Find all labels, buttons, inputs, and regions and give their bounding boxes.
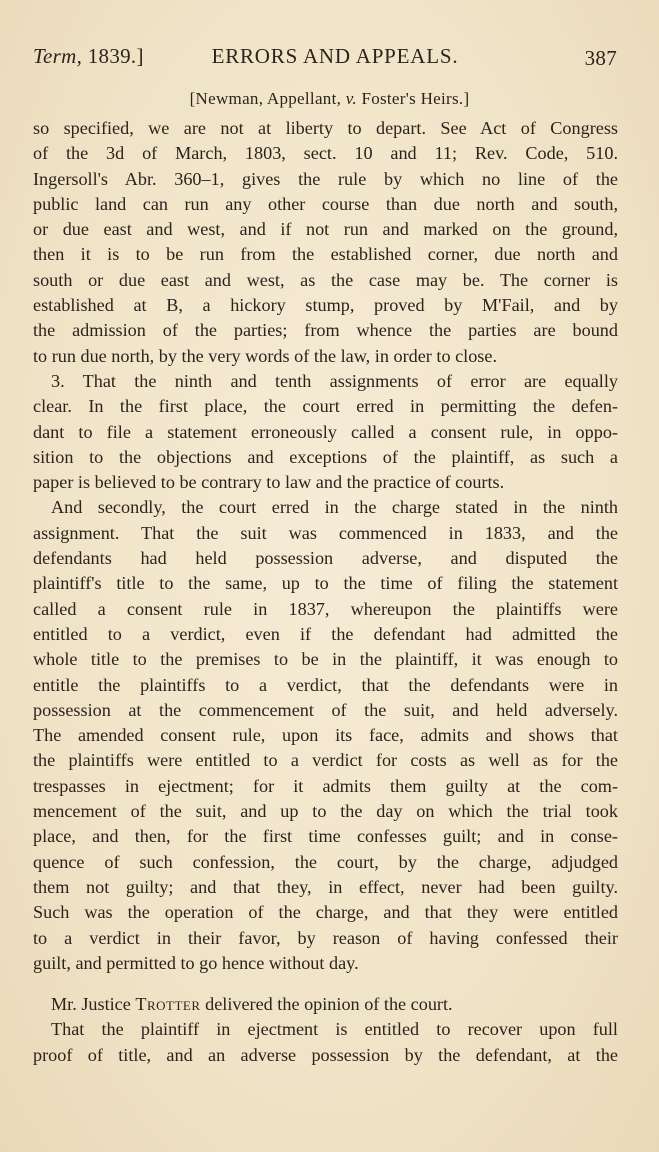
running-header xyxy=(33,44,617,74)
text-line: plaintiff's title to the same, up to the time of filing the statement xyxy=(33,573,618,594)
text-line: paper is believed to be contrary to law and the practice of courts. xyxy=(33,472,505,493)
text-line: to a verdict in their favor, by reason of having confessed their xyxy=(33,927,618,948)
text-line: And secondly, the court erred in the charge stated in the ninth xyxy=(51,497,618,518)
text-line: trespasses in ejectment; for it admits them guilty at the com- xyxy=(33,775,618,796)
text-line: possession at the commencement of the suit, and held adversely. xyxy=(33,699,618,720)
text-line: mencement of the suit, and up to the day on which the trial took xyxy=(33,801,618,822)
justice-name: Trotter xyxy=(135,994,201,1015)
text-line: them not guilty; and that they, in effect, never had been guilty. xyxy=(33,876,618,897)
paragraph-assignments-of-error xyxy=(33,369,618,495)
text-line: 3. That the ninth and tenth assignments of error are equally xyxy=(51,370,618,391)
text-line: dant to file a statement erroneously called a consent rule, in oppo- xyxy=(33,421,618,442)
text-line: or due east and west, and if not run and marked on the ground, xyxy=(33,219,618,240)
text-line: entitle the plaintiffs to a verdict, that the defendants were in xyxy=(33,674,618,695)
opinion-intro-pre: Mr. Justice xyxy=(51,994,136,1015)
text-line: the admission of the parties; from whence the parties are bound xyxy=(33,320,618,341)
paragraph-opinion-intro xyxy=(33,992,618,1017)
text-line: then it is to be run from the established corner, due north and xyxy=(33,244,618,265)
text-line: so specified, we are not at liberty to depart. See Act of Congress xyxy=(33,118,618,138)
running-title: ERRORS AND APPEALS. xyxy=(211,44,459,68)
text-line: whole title to the premises to be in the plaintiff, it was enough to xyxy=(33,649,618,670)
text-line: the plaintiffs were entitled to a verdict for costs as well as for the xyxy=(33,750,618,771)
text-line: quence of such confession, the court, by the charge, adjudged xyxy=(33,851,618,872)
text-line: That the plaintiff in ejectment is entitled to recover upon full xyxy=(51,1019,618,1040)
text-line: entitled to a verdict, even if the defendant had admitted the xyxy=(33,623,618,644)
opinion-intro-post: delivered the opinion of the court. xyxy=(200,994,453,1015)
text-line: south or due east and west, as the case may be. The corner is xyxy=(33,269,618,290)
paragraph-opinion xyxy=(33,1017,618,1068)
case-title-post: Foster's Heirs.] xyxy=(361,89,470,108)
case-title-versus: v. xyxy=(345,89,357,108)
page-body xyxy=(33,116,618,1068)
section-gap xyxy=(33,976,618,992)
text-line: The amended consent rule, upon its face, admits and shows that xyxy=(33,725,618,746)
text-line: clear. In the first place, the court erred in permitting the defen- xyxy=(33,396,618,417)
term-year: 1839.] xyxy=(87,44,144,68)
text-line: to run due north, by the very words of the law, in order to close. xyxy=(33,345,498,366)
text-line: sition to the objections and exceptions of the plaintiff, as such a xyxy=(33,446,618,467)
page-number: 387 xyxy=(584,46,617,70)
text-line: Ingersoll's Abr. 360–1, gives the rule by which no line of the xyxy=(33,168,618,189)
term-word: Term, xyxy=(33,44,83,68)
text-line: public land can run any other course than due north and south, xyxy=(33,193,618,214)
text-line: assignment. That the suit was commenced in 1833, and the xyxy=(33,522,618,543)
paragraph-charge-error xyxy=(33,495,618,976)
text-line: called a consent rule in 1837, whereupon the plaintiffs were xyxy=(33,598,618,619)
text-line: Such was the operation of the charge, and that they were entitled xyxy=(33,902,618,923)
text-line xyxy=(33,992,618,1017)
text-line: established at B, a hickory stump, proved by M'Fail, and by xyxy=(33,295,618,316)
text-line: guilt, and permitted to go hence without day. xyxy=(33,952,359,973)
text-line: proof of title, and an adverse possession by the defendant, at the xyxy=(33,1044,618,1065)
text-line: place, and then, for the first time confesses guilt; and in conse- xyxy=(33,826,618,847)
text-line: defendants had held possession adverse, and disputed the xyxy=(33,548,618,569)
case-title xyxy=(0,89,659,109)
paragraph-argument-corner xyxy=(33,116,618,369)
case-title-pre: [Newman, Appellant, xyxy=(189,89,342,108)
text-line: of the 3d of March, 1803, sect. 10 and 11; Rev. Code, 510. xyxy=(33,143,618,164)
